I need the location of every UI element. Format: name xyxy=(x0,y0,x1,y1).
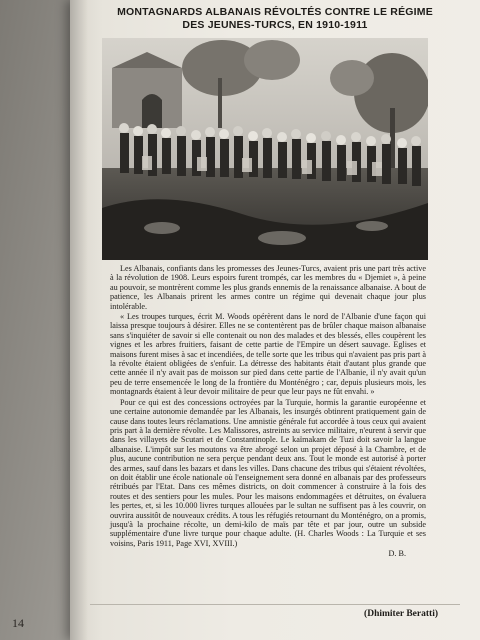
article-author: (Dhimiter Beratti) xyxy=(364,609,438,619)
article-body xyxy=(110,264,426,560)
footer-divider xyxy=(90,604,460,605)
article-paragraph-2: « Les troupes turques, écrit M. Woods opérèrent dans le nord de l'Albanie d'une façon qui laissa presque toujours à désirer. Elles ne se contentèrent pas de brûler chaque maison albanaise sans s'inquiéter de savoir si elle contenait ou non des malades et des blessés, elles coupèrent les vignes et les arbres fruitiers, faisant de cette partie de l'Empire un désert sauvage. Eglises et maisons furent mises à sac et incendiées, de telle sorte que les tribus qui n'avaient pas pris part à la révolte étaient obligées de s'enfuir. La détresse des habitants était d'autant plus grande que cette année il n'y avait pas de moisson sur pied dans cette partie de l'Albanie, il n'y avait qu'un peu de terre ensemencée le long de la frontière du Monténégro ; car, depuis plusieurs mois, les montagnards étaient à leur devoir militaire de peur que leur pays ne fût envahi. » xyxy=(110,312,426,397)
article-title-line-1: MONTAGNARDS ALBANAIS RÉVOLTÉS CONTRE LE RÉGIME xyxy=(117,6,433,18)
article-photograph xyxy=(102,38,428,260)
page-binding-shadow xyxy=(70,0,88,640)
page-number: 14 xyxy=(12,616,24,630)
magazine-page xyxy=(70,0,480,640)
article-title-line-2: DES JEUNES-TURCS, EN 1910-1911 xyxy=(182,19,368,31)
signature-initials: D. B. xyxy=(388,549,406,559)
article-paragraph-1: Les Albanais, confiants dans les promesses des Jeunes-Turcs, avaient pris une part très active à la révolution de 1908. Leurs espoirs furent trompés, car les membres du « Djemiet », à peine au pouvoir, se montrèrent comme les plus grands ennemis de la renaissance albanaise. A bout de patience, les Albanais prirent les armes contre un régime qui devenait chaque jour plus intolérable. xyxy=(110,264,426,311)
photograph-albanian-mountaineers xyxy=(102,38,428,260)
article-paragraph-3: Pour ce qui est des concessions octroyées par la Turquie, hormis la garantie européenne et une certaine autonomie demandée par les Albanais, les insurgés obtinrent pratiquement gain de cause dans toutes leurs réclamations. Une amnistie générale fut accordée à tous ceux qui avaient pris part à la dernière révolte. Les Malissores, astreints au service militaire, n'eurent à servir que dans les villayets de Scutari et de Constantinople. Le kaïmakam de Tuzi doit savoir la langue albanaise. L'impôt sur les moutons va être abrogé selon un projet déposé à la Chambre, et de plus, aucune contribution ne sera perçue pendant deux ans. Tout le monde est autorisé à porter des armes, sauf dans les bazars et dans les villes. Dans chacune des tribus qui s'étaient révoltées, on doit établir une école nationale où l'enseignement sera donné en albanais par des professeurs rétribués par l'Etat. Dans ces mêmes districts, on doit commencer à construire à la fois des routes et des sentiers pour les mules. Pour les maisons endommagées et détruites, on évaluera les pertes, et, si les 10.000 livres turques allouées par le sultan ne suffisent pas à les couvrir, on ouvrira aussitôt de nouveaux crédits. A tous les réfugiés retournant du Monténégro, on a promis, jusqu'à la prochaine récolte, un demi-kilo de maïs par tête et par jour, outre un subside supplémentaire d'une livre turque pour chaque adulte. (H. Charles Woods : La Turquie et ses voisins, Paris 1911, Page XVI, XVIII.) xyxy=(110,397,426,548)
